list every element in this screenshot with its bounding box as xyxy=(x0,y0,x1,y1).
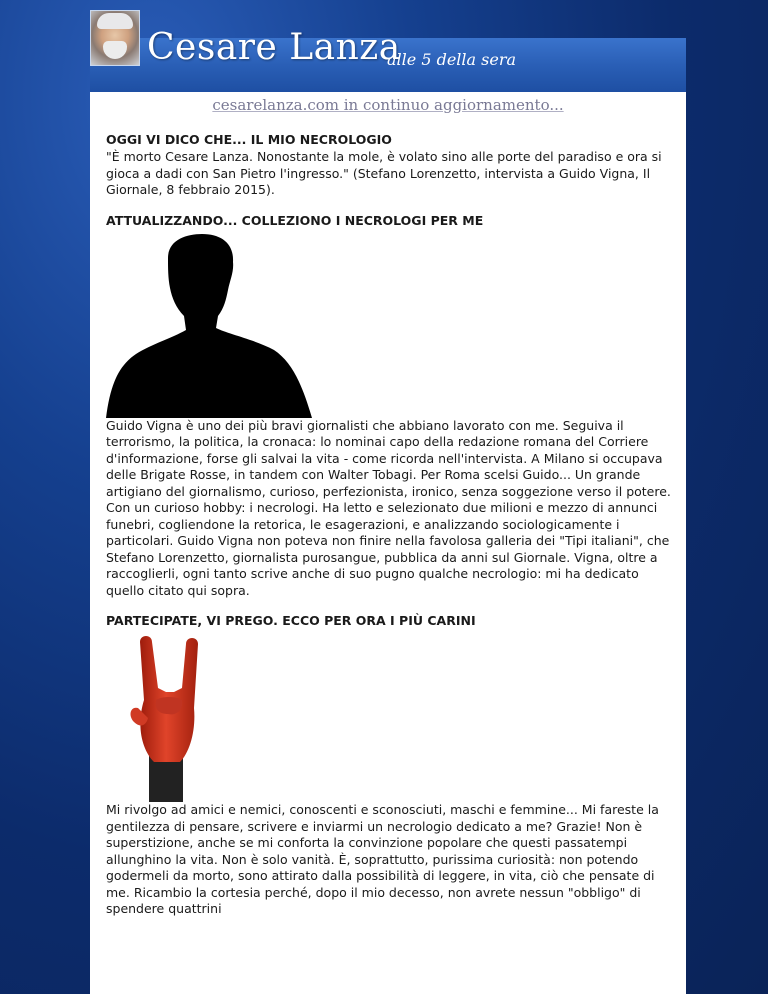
section-heading: ATTUALIZZANDO... COLLEZIONO I NECROLOGI PER ME xyxy=(106,212,484,228)
section-heading: OGGI VI DICO CHE... IL MIO NECROLOGIO xyxy=(106,132,392,147)
site-title[interactable]: Cesare Lanza xyxy=(147,27,401,68)
author-photo xyxy=(90,10,140,66)
site-header xyxy=(90,10,686,92)
section-heading: PARTECIPATE, VI PREGO. ECCO PER ORA I PIÙ CARINI xyxy=(106,613,476,628)
section-text: "È morto Cesare Lanza. Nonostante la mole, è volato sino alle porte del paradiso e ora si gioca a dadi con San Pietro l'ingresso." (Stefano Lorenzetto, intervista a Guido Vigna, Il Giornale, 8 febbraio 2015). xyxy=(106,149,662,197)
content-page xyxy=(90,92,686,994)
silhouette-image xyxy=(106,234,324,418)
section-text: Mi rivolgo ad amici e nemici, conoscenti e sconosciuti, maschi e femmine... Mi fareste la gentilezza di pensare, scrivere e inviarmi un necrologio dedicato a me? Grazie! Non è superstizione, anche se mi conforta la convinzione popolare che questi passatempi allunghino la vita. Non è solo vanità. È, soprattutto, purissima curiosità: non potendo godermeli da morto, sono attirato dalla possibilità di leggere, in vita, ciò che pensate di me. Ricambio la cortesia perché, dopo il mio decesso, non avrete nessun "obbligo" di spendere quattrini xyxy=(106,802,659,916)
section-text: Guido Vigna è uno dei più bravi giornalisti che abbiano lavorato con me. Seguiva il terrorismo, la politica, la cronaca: lo nominai capo della redazione romana del Corriere d'informazione, forse gli salvai la vita - come ricorda nell'intervista. A Milano si occupava delle Brigate Rosse, in tandem con Walter Tobagi. Per Roma scelsi Guido... Un grande artigiano del giornalismo, curioso, perfezionista, ironico, senza soggezione verso il potere. Con un curioso hobby: i necrologi. Ha letto e selezionato due milioni e mezzo di annunci funebri, cogliendone la retorica, le esagerazioni, e analizzando sociologicamente i particolari. Guido Vigna non poteva non finire nella favolosa galleria dei "Tipi italiani", che Stefano Lorenzetto, giornalista purosangue, pubblica da anni sul Giornale. Vigna, oltre a raccoglierli, ogni tanto scrive anche di suo pugno qualche necrologio: mi ha dedicato quello citato qui sopra. xyxy=(106,417,671,598)
site-subtitle: alle 5 della sera xyxy=(387,50,517,69)
horns-hand-image xyxy=(106,630,223,802)
site-link[interactable]: cesarelanza.com in continuo aggiornamento... xyxy=(212,96,564,114)
article xyxy=(106,132,676,918)
